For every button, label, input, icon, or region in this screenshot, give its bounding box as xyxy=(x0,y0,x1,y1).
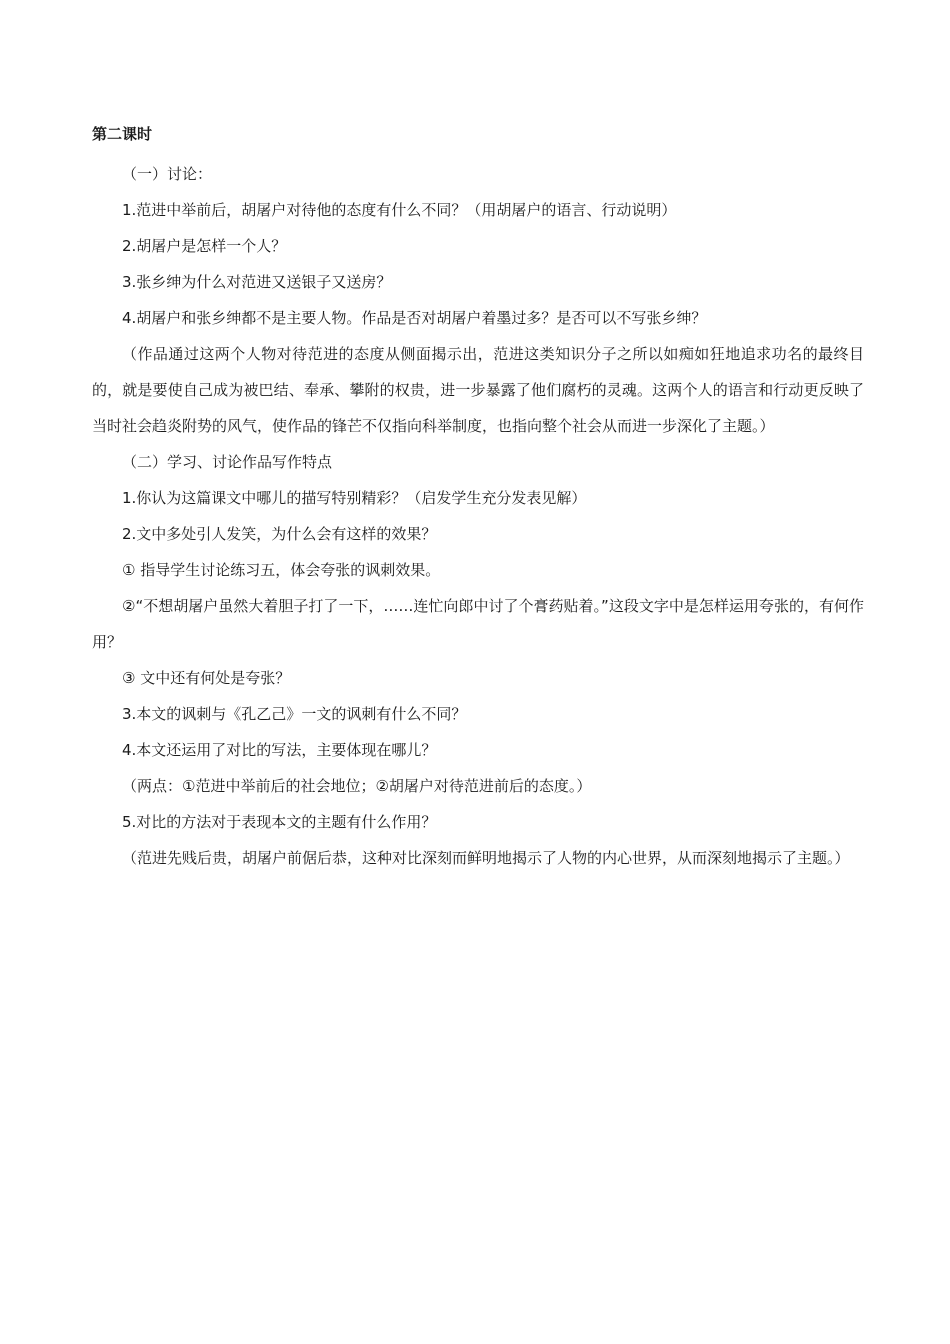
lesson-title: 第二课时 xyxy=(92,125,153,143)
document-content xyxy=(92,124,864,876)
section2-question-5-answer: （范进先贱后贵，胡屠户前倨后恭，这种对比深刻而鲜明地揭示了人物的内心世界，从而深刻地揭示了主题。） xyxy=(122,849,850,867)
section2-question-2-item-1: ① 指导学生讨论练习五，体会夸张的讽刺效果。 xyxy=(122,561,441,579)
section1-question-1: 1.范进中举前后，胡屠户对待他的态度有什么不同？（用胡屠户的语言、行动说明） xyxy=(122,201,677,219)
section1-heading: （一）讨论： xyxy=(122,165,213,183)
section2-question-4-answer: （两点：①范进中举前后的社会地位；②胡屠户对待范进前后的态度。） xyxy=(122,777,592,795)
section2-question-1: 1.你认为这篇课文中哪儿的描写特别精彩？（启发学生充分发表见解） xyxy=(122,489,587,507)
section1-answer: （作品通过这两个人物对待范进的态度从侧面揭示出，范进这类知识分子之所以如痴如狂地追求功名的最终目的，就是要使自己成为被巴结、奉承、攀附的权贵，进一步暴露了他们腐朽的灵魂。这两个人的语言和行动更反映了当时社会趋炎附势的风气，使作品的锋芒不仅指向科举制度，也指向整个社会从而进一步深化了主题。） xyxy=(92,345,864,435)
section1-question-4: 4.胡屠户和张乡绅都不是主要人物。作品是否对胡屠户着墨过多？是否可以不写张乡绅？ xyxy=(122,309,707,327)
section1-question-2: 2.胡屠户是怎样一个人？ xyxy=(122,237,287,255)
section2-question-2-item-2: ②“不想胡屠户虽然大着胆子打了一下，……连忙向郎中讨了个膏药贴着。”这段文字中是怎样运用夸张的，有何作用？ xyxy=(92,597,864,651)
section2-heading: （二）学习、讨论作品写作特点 xyxy=(122,453,333,471)
section2-question-2: 2.文中多处引人发笑，为什么会有这样的效果？ xyxy=(122,525,437,543)
section1-question-3: 3.张乡绅为什么对范进又送银子又送房？ xyxy=(122,273,392,291)
section2-question-2-item-3: ③ 文中还有何处是夸张？ xyxy=(122,669,291,687)
section2-question-4: 4.本文还运用了对比的写法，主要体现在哪儿？ xyxy=(122,741,437,759)
section2-question-3: 3.本文的讽刺与《孔乙己》一文的讽刺有什么不同？ xyxy=(122,705,467,723)
section2-question-5: 5.对比的方法对于表现本文的主题有什么作用？ xyxy=(122,813,437,831)
